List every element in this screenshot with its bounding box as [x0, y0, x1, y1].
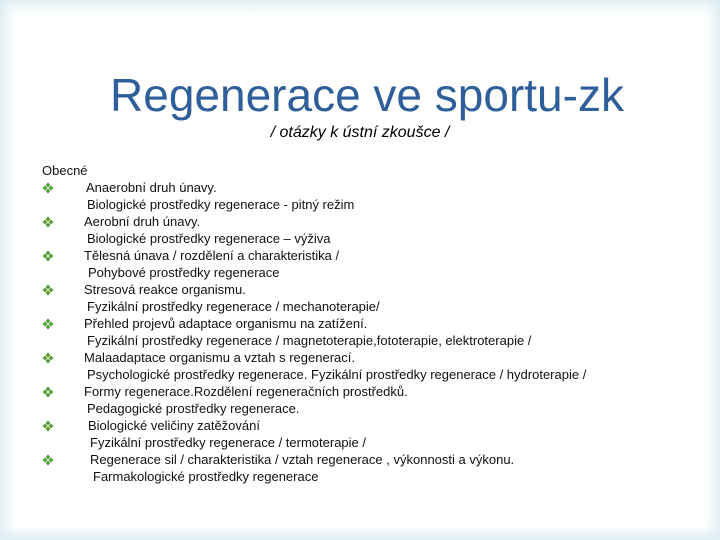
question-line: Pohybové prostředky regenerace: [88, 265, 280, 280]
question-line: Fyzikální prostředky regenerace / termoterapie /: [90, 435, 367, 450]
diamond-bullet-icon: [42, 420, 54, 432]
diamond-bullet-icon: [42, 250, 54, 262]
question-line: Biologické prostředky regenerace – výživa: [87, 231, 331, 246]
slide-title: Regenerace ve sportu-zk: [110, 69, 624, 121]
question-line: Pedagogické prostředky regenerace.: [87, 401, 300, 416]
section-heading: Obecné: [42, 163, 88, 178]
question-line: Stresová reakce organismu.: [84, 282, 246, 297]
diamond-bullet-icon: [42, 284, 54, 296]
diamond-bullet-icon: [42, 318, 54, 330]
question-line: Fyzikální prostředky regenerace / magnetoterapie,fototerapie, elektroterapie /: [87, 333, 532, 348]
question-line: Formy regenerace.Rozdělení regeneračních prostředků.: [84, 384, 408, 399]
question-line: Biologické veličiny zatěžování: [88, 418, 260, 433]
diamond-bullet-icon: [42, 454, 54, 466]
diamond-bullet-icon: [42, 216, 54, 228]
question-line: Přehled projevů adaptace organismu na zatížení.: [84, 316, 368, 331]
diamond-bullet-icon: [42, 182, 54, 194]
question-line: Farmakologické prostředky regenerace: [93, 469, 319, 484]
diamond-bullet-icon: [42, 386, 54, 398]
question-line: Psychologické prostředky regenerace. Fyzikální prostředky regenerace / hydroterapie /: [87, 367, 587, 382]
question-line: Regenerace sil / charakteristika / vztah regenerace , výkonnosti a výkonu.: [90, 452, 515, 467]
question-line: Fyzikální prostředky regenerace / mechanoterapie/: [87, 299, 380, 314]
question-line: Aerobní druh únavy.: [84, 214, 201, 229]
diamond-bullet-icon: [42, 352, 54, 364]
question-line: Tělesná únava / rozdělení a charakteristika /: [84, 248, 340, 263]
question-line: Anaerobní druh únavy.: [86, 180, 217, 195]
question-line: Biologické prostředky regenerace - pitný režim: [87, 197, 355, 212]
slide-subtitle: / otázky k ústní zkoušce /: [270, 124, 450, 141]
question-line: Malaadaptace organismu a vztah s regenerací.: [84, 350, 355, 365]
